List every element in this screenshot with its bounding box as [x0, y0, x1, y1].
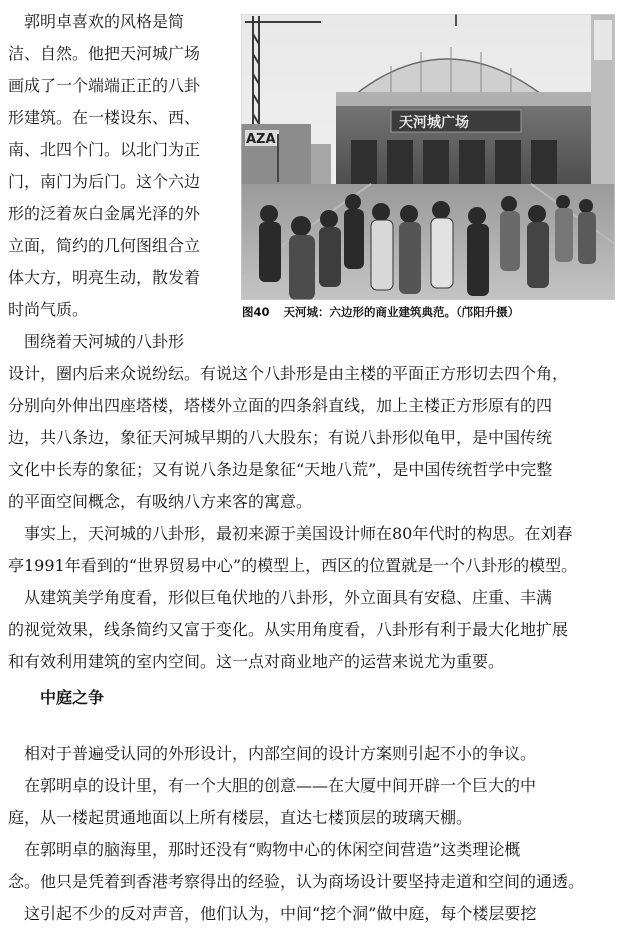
text-line: 的视觉效果，线条简约又富于变化。从实用角度看，八卦形有利于最大化地扩展: [8, 620, 569, 639]
text-line: 念。他只是凭着到香港考察得出的经验，认为商场设计要坚持走道和空间的通透。: [8, 872, 585, 891]
text-line: 从建筑美学角度看，形似巨龟伏地的八卦形，外立面具有安稳、庄重、丰满: [8, 588, 553, 607]
figure-photo: [241, 14, 615, 300]
text-line: 的平面空间概念，有吸纳八方来客的寓意。: [8, 492, 313, 511]
tianhe-city-photo: [241, 14, 615, 300]
text-line: 亭1991年看到的“世界贸易中心”的模型上，西区的位置就是一个八卦形的模型。: [8, 556, 578, 575]
text-line: 形建筑。在一楼设东、西、: [8, 108, 201, 127]
text-line: 设计，圈内后来众说纷纭。有说这个八卦形是由主楼的平面正方形切去四个角，: [8, 364, 569, 383]
section-heading: 中庭之争: [40, 688, 105, 707]
text-line: 画成了一个端端正正的八卦: [8, 76, 201, 95]
text-line: 边，共八条边，象征天河城早期的八大股东；有说八卦形似龟甲，是中国传统: [8, 428, 553, 447]
text-line: 在郭明卓的脑海里，那时还没有“购物中心的休闲空间营造”这类理论概: [8, 840, 521, 859]
caption-text: 天河城：六边形的商业建筑典范。（邝阳升摄）: [283, 305, 520, 319]
svg-text:天河城广场: 天河城广场: [399, 115, 469, 131]
text-line: 南、北四个门。以北门为正: [8, 140, 201, 159]
text-line: 体大方，明亮生动，散发着: [8, 268, 201, 287]
text-line: 这引起不少的反对声音，他们认为，中间“挖个洞”做中庭，每个楼层要挖: [8, 904, 537, 923]
text-line: 相对于普遍受认同的外形设计，内部空间的设计方案则引起不小的争议。: [8, 744, 537, 763]
text-line: 围绕着天河城的八卦形: [8, 332, 185, 351]
text-line: 分别向外伸出四座塔楼，塔楼外立面的四条斜直线，加上主楼正方形原有的四: [8, 396, 553, 415]
figure-caption: [242, 304, 519, 320]
figure-number: 图40: [242, 305, 270, 319]
text-line: 郭明卓喜欢的风格是简: [8, 12, 185, 31]
text-line: 门，南门为后门。这个六边: [8, 172, 201, 191]
text-line: 庭，从一楼起贯通地面以上所有楼层，直达七楼顶层的玻璃天棚。: [8, 808, 473, 827]
text-line: 洁、自然。他把天河城广场: [8, 44, 201, 63]
text-line: 和有效利用建筑的室内空间。这一点对商业地产的运营来说尤为重要。: [8, 652, 505, 671]
text-line: 时尚气质。: [8, 300, 89, 319]
text-line: 形的泛着灰白金属光泽的外: [8, 204, 201, 223]
svg-text:AZA: AZA: [246, 132, 276, 147]
text-line: 文化中长寿的象征；又有说八条边是象征“天地八荒”，是中国传统哲学中完整: [8, 460, 553, 479]
text-line: 事实上，天河城的八卦形，最初来源于美国设计师在80年代时的构思。在刘春: [8, 524, 573, 543]
text-line: 在郭明卓的设计里，有一个大胆的创意——在大厦中间开辟一个巨大的中: [8, 776, 537, 795]
text-line: 立面，简约的几何图组合立: [8, 236, 201, 255]
